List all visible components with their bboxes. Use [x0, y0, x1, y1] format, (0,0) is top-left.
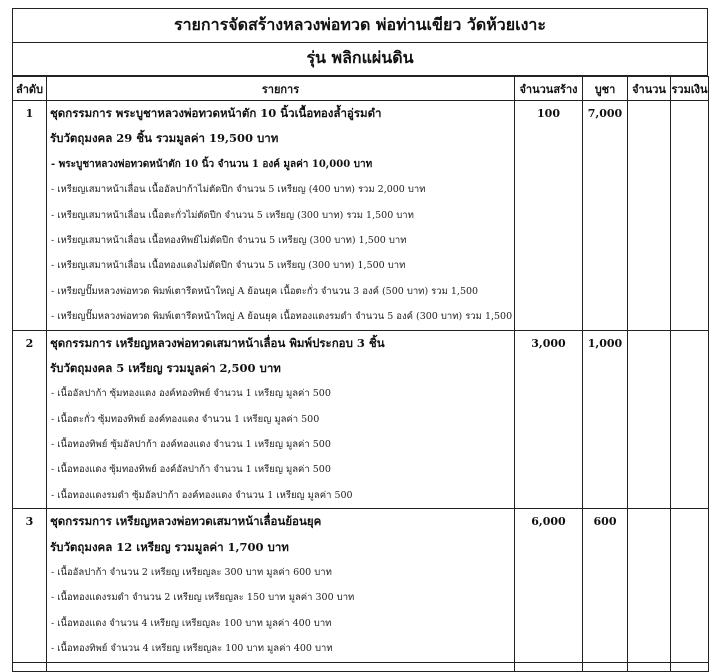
table-row: [13, 509, 709, 662]
partial-cell: [583, 662, 628, 671]
row-total-cell[interactable]: [671, 101, 709, 331]
item-detail-line: - เหรียญปั๊มหลวงพ่อทวด พิมพ์เตารีดหน้าใหญ่ A ย้อนยุค เนื้อตะกั่ว จำนวน 3 องค์ (500 บาท) รวม 1,500: [51, 285, 479, 297]
item-detail-line: - เนื้อทองแดง จำนวน 4 เหรียญ เหรียญละ 100 บาท มูลค่า 400 บาท: [51, 617, 332, 629]
row-price: 600: [583, 509, 628, 662]
item-detail-line: - เหรียญปั๊มหลวงพ่อทวด พิมพ์เตารีดหน้าใหญ่ A ย้อนยุค เนื้อทองแดงรมดำ จำนวน 5 องค์ (300 บาท) รวม 1,500: [51, 311, 513, 323]
item-detail-line: - เหรียญเสมาหน้าเลื่อน เนื้อทองทิพย์ไม่ตัดปีก จำนวน 5 เหรียญ (300 บาท) 1,500 บาท: [51, 234, 407, 246]
item-detail-line: - เนื้ออัลปาก้า ซุ้มทองแดง องค์ทองทิพย์ จำนวน 1 เหรียญ มูลค่า 500: [51, 388, 331, 400]
item-detail-line: - เนื้อทองทิพย์ จำนวน 4 เหรียญ เหรียญละ 100 บาท มูลค่า 400 บาท: [51, 643, 333, 655]
row-price: 7,000: [583, 101, 628, 331]
document-sheet: [12, 0, 708, 659]
col-header-count: จำนวน: [628, 77, 671, 101]
row-price: 1,000: [583, 330, 628, 509]
row-count-cell[interactable]: [628, 330, 671, 509]
row-item-description: [47, 509, 515, 662]
item-heading-line: รับวัตถุมงคล 12 เหรียญ รวมมูลค่า 1,700 บาท: [50, 539, 289, 554]
row-quantity: 6,000: [515, 509, 583, 662]
table-row-partial: [13, 662, 709, 671]
row-number: 1: [13, 101, 47, 331]
item-heading-line: ชุดกรรมการ เหรียญหลวงพ่อทวดเสมาหน้าเลื่อน พิมพ์ประกอบ 3 ชิ้น: [50, 335, 385, 350]
row-total-cell[interactable]: [671, 509, 709, 662]
item-detail-line: - เนื้อตะกั่ว ซุ้มทองทิพย์ องค์ทองแดง จำนวน 1 เหรียญ มูลค่า 500: [51, 413, 320, 425]
item-detail-line: - เนื้อทองแดงรมดำ ซุ้มอัลปาก้า องค์ทองแดง จำนวน 1 เหรียญ มูลค่า 500: [51, 489, 353, 501]
document-subtitle: รุ่น พลิกแผ่นดิน: [12, 42, 708, 76]
partial-cell: [13, 662, 47, 671]
partial-cell: [515, 662, 583, 671]
item-detail-line: - เนื้อทองแดง ซุ้มทองทิพย์ องค์อัลปาก้า จำนวน 1 เหรียญ มูลค่า 500: [51, 464, 331, 476]
item-detail-line: - เหรียญเสมาหน้าเลื่อน เนื้อทองแดงไม่ตัดปีก จำนวน 5 เหรียญ (300 บาท) 1,500 บาท: [51, 260, 406, 272]
row-number: 2: [13, 330, 47, 509]
partial-cell: [628, 662, 671, 671]
row-number: 3: [13, 509, 47, 662]
items-table: [12, 76, 709, 672]
row-count-cell[interactable]: [628, 101, 671, 331]
item-heading-line: ชุดกรรมการ พระบูชาหลวงพ่อทวดหน้าตัก 10 นิ้วเนื้อทองล้ำอู่รมดำ: [50, 106, 382, 120]
col-header-price: บูชา: [583, 77, 628, 101]
col-header-item: รายการ: [47, 77, 515, 101]
row-item-description: [47, 101, 515, 331]
item-detail-line: - เหรียญเสมาหน้าเลื่อน เนื้อตะกั่วไม่ตัดปีก จำนวน 5 เหรียญ (300 บาท) รวม 1,500 บาท: [51, 209, 414, 221]
table-row: [13, 101, 709, 331]
item-heading-line: รับวัตถุมงคล 5 เหรียญ รวมมูลค่า 2,500 บาท: [50, 360, 281, 375]
col-header-no: ลำดับ: [13, 77, 47, 101]
col-header-total: รวมเงิน: [671, 77, 709, 101]
item-heading-line: ชุดกรรมการ เหรียญหลวงพ่อทวดเสมาหน้าเลื่อนย้อนยุค: [50, 514, 322, 529]
item-heading-line: รับวัตถุมงคล 29 ชิ้น รวมมูลค่า 19,500 บาท: [50, 131, 279, 146]
row-quantity: 100: [515, 101, 583, 331]
partial-cell: [47, 662, 515, 671]
document-title: รายการจัดสร้างหลวงพ่อทวด พ่อท่านเขียว วัดห้วยเงาะ: [12, 8, 708, 43]
item-detail-line: - พระบูชาหลวงพ่อทวดหน้าตัก 10 นิ้ว จำนวน 1 องค์ มูลค่า 10,000 บาท: [51, 158, 373, 170]
row-count-cell[interactable]: [628, 509, 671, 662]
table-body: [13, 101, 709, 672]
item-detail-line: - เนื้อทองแดงรมดำ จำนวน 2 เหรียญ เหรียญละ 150 บาท มูลค่า 300 บาท: [51, 592, 355, 604]
partial-cell: [671, 662, 709, 671]
item-detail-line: - เนื้ออัลปาก้า จำนวน 2 เหรียญ เหรียญละ 300 บาท มูลค่า 600 บาท: [51, 567, 332, 579]
table-row: [13, 330, 709, 509]
item-detail-line: - เนื้อทองทิพย์ ซุ้มอัลปาก้า องค์ทองแดง จำนวน 1 เหรียญ มูลค่า 500: [51, 439, 331, 451]
row-quantity: 3,000: [515, 330, 583, 509]
row-total-cell[interactable]: [671, 330, 709, 509]
row-item-description: [47, 330, 515, 509]
col-header-quantity: จำนวนสร้าง: [515, 77, 583, 101]
item-detail-line: - เหรียญเสมาหน้าเลื่อน เนื้ออัลปาก้าไม่ตัดปีก จำนวน 5 เหรียญ (400 บาท) รวม 2,000 บาท: [51, 184, 426, 196]
table-header-row: [13, 77, 709, 101]
